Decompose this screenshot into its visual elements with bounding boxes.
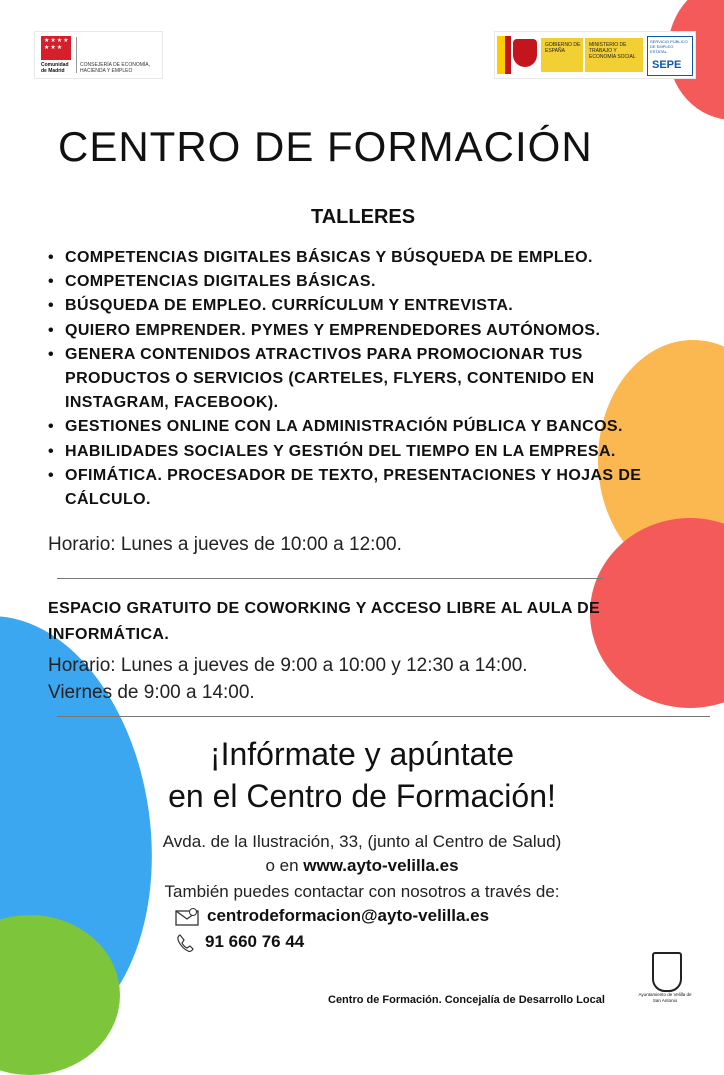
- website-line: o en www.ayto-velilla.es: [265, 856, 459, 875]
- address-text: Avda. de la Ilustración, 33, (junto al Centro de Salud): [162, 832, 562, 851]
- page-title: CENTRO DE FORMACIÓN: [58, 123, 593, 170]
- email-row: [175, 906, 489, 926]
- workshop-list: [48, 246, 688, 512]
- madrid-logo-name: Comunidad de Madrid: [41, 62, 69, 74]
- workshop-schedule: Horario: Lunes a jueves de 10:00 a 12:00.: [48, 534, 402, 555]
- footer-text: Centro de Formación. Concejalía de Desarrollo Local: [328, 994, 605, 1006]
- list-item: • COMPETENCIAS DIGITALES BÁSICAS Y BÚSQUEDA DE EMPLEO.: [48, 246, 688, 270]
- list-item: • OFIMÁTICA. PROCESADOR DE TEXTO, PRESENTACIONES Y HOJAS DE CÁLCULO.: [48, 464, 688, 512]
- workshops-heading: TALLERES: [311, 206, 416, 228]
- list-item: • HABILIDADES SOCIALES Y GESTIÓN DEL TIEMPO EN LA EMPRESA.: [48, 440, 688, 464]
- coworking-heading: ESPACIO GRATUITO DE COWORKING Y ACCESO LIBRE AL AULA DE INFORMÁTICA.: [48, 600, 601, 643]
- town-hall-logo: Ayuntamiento de Velilla de San Antonio: [636, 948, 694, 1010]
- phone-number[interactable]: 91 660 76 44: [205, 932, 305, 951]
- gobierno-sepe-logo: [494, 31, 696, 79]
- list-item: • BÚSQUEDA DE EMPLEO. CURRÍCULUM Y ENTREVISTA.: [48, 294, 688, 318]
- gobierno-label: GOBIERNO DE ESPAÑA: [545, 42, 581, 54]
- email-link[interactable]: centrodeformacion@ayto-velilla.es: [207, 906, 490, 925]
- website-link[interactable]: www.ayto-velilla.es: [303, 856, 459, 875]
- divider: [57, 716, 710, 717]
- list-item: • GESTIONES ONLINE CON LA ADMINISTRACIÓN PÚBLICA Y BANCOS.: [48, 415, 688, 439]
- sepe-logo: SERVICIO PÚBLICO DE EMPLEO ESTATAL SEPE: [647, 36, 693, 76]
- list-item: • QUIERO EMPRENDER. PYMES Y EMPRENDEDORES AUTÓNOMOS.: [48, 319, 688, 343]
- town-shield-icon: [652, 952, 682, 992]
- list-item: • GENERA CONTENIDOS ATRACTIVOS PARA PROMOCIONAR TUS PRODUCTOS O SERVICIOS (CARTELES, FLYERS, CONTENIDO EN INSTAGRAM, FACEBOOK).: [48, 343, 688, 416]
- email-icon: [175, 908, 199, 926]
- divider: [57, 578, 603, 579]
- contact-intro: También puedes contactar con nosotros a través de:: [164, 882, 560, 901]
- list-item: • COMPETENCIAS DIGITALES BÁSICAS.: [48, 270, 688, 294]
- comunidad-madrid-logo: ★★★★ ★★★ Comunidad de Madrid CONSEJERÍA DE ECONOMÍA, HACIENDA Y EMPLEO: [34, 31, 163, 79]
- phone-row: [175, 932, 304, 953]
- spain-coat-of-arms-icon: [513, 39, 537, 67]
- coworking-schedule: Horario: Lunes a jueves de 9:00 a 10:00 y 12:30 a 14:00. Viernes de 9:00 a 14:00.: [48, 655, 528, 703]
- madrid-logo-department: CONSEJERÍA DE ECONOMÍA, HACIENDA Y EMPLEO: [80, 62, 151, 74]
- phone-icon: [175, 933, 197, 953]
- call-to-action: ¡Infórmate y apúntate en el Centro de Formación!: [168, 736, 556, 814]
- ministerio-label: MINISTERIO DE TRABAJO Y ECONOMÍA SOCIAL: [589, 42, 636, 60]
